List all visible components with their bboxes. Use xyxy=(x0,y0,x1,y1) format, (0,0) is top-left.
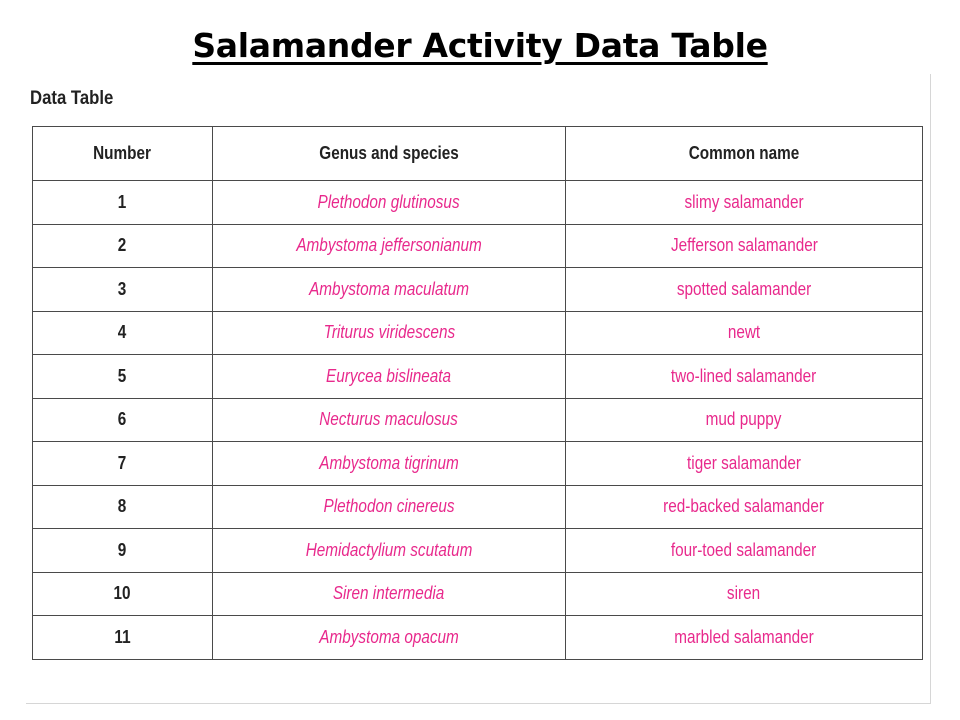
cell-number: 11 xyxy=(33,616,213,660)
table-row xyxy=(33,442,923,486)
data-table xyxy=(32,126,923,660)
cell-genus-species: Plethodon cinereus xyxy=(213,485,566,529)
cell-number: 8 xyxy=(33,485,213,529)
cell-genus-species: Siren intermedia xyxy=(213,572,566,616)
cell-common-name: siren xyxy=(566,572,923,616)
cell-genus-species: Triturus viridescens xyxy=(213,311,566,355)
cell-number: 1 xyxy=(33,181,213,225)
table-row xyxy=(33,311,923,355)
column-header-common-name: Common name xyxy=(566,127,923,181)
cell-genus-species: Hemidactylium scutatum xyxy=(213,529,566,573)
cell-number: 5 xyxy=(33,355,213,399)
cell-common-name: two-lined salamander xyxy=(566,355,923,399)
cell-number: 3 xyxy=(33,268,213,312)
cell-genus-species: Ambystoma tigrinum xyxy=(213,442,566,486)
column-header-number: Number xyxy=(33,127,213,181)
cell-common-name: marbled salamander xyxy=(566,616,923,660)
table-row xyxy=(33,224,923,268)
data-table-panel xyxy=(26,74,931,704)
table-row xyxy=(33,398,923,442)
cell-genus-species: Ambystoma maculatum xyxy=(213,268,566,312)
cell-common-name: four-toed salamander xyxy=(566,529,923,573)
table-row xyxy=(33,572,923,616)
slide-title: Salamander Activity Data Table xyxy=(192,26,768,65)
table-row xyxy=(33,529,923,573)
table-row xyxy=(33,355,923,399)
cell-number: 2 xyxy=(33,224,213,268)
cell-common-name: tiger salamander xyxy=(566,442,923,486)
cell-genus-species: Ambystoma opacum xyxy=(213,616,566,660)
cell-number: 6 xyxy=(33,398,213,442)
table-row xyxy=(33,181,923,225)
cell-common-name: spotted salamander xyxy=(566,268,923,312)
cell-number: 4 xyxy=(33,311,213,355)
table-row xyxy=(33,616,923,660)
cell-common-name: newt xyxy=(566,311,923,355)
cell-number: 9 xyxy=(33,529,213,573)
cell-number: 10 xyxy=(33,572,213,616)
cell-genus-species: Plethodon glutinosus xyxy=(213,181,566,225)
cell-genus-species: Eurycea bislineata xyxy=(213,355,566,399)
cell-common-name: Jefferson salamander xyxy=(566,224,923,268)
table-header-row xyxy=(33,127,923,181)
column-header-genus-species: Genus and species xyxy=(213,127,566,181)
cell-common-name: slimy salamander xyxy=(566,181,923,225)
cell-common-name: mud puppy xyxy=(566,398,923,442)
table-row xyxy=(33,268,923,312)
panel-label: Data Table xyxy=(30,88,114,109)
table-row xyxy=(33,485,923,529)
cell-number: 7 xyxy=(33,442,213,486)
cell-genus-species: Necturus maculosus xyxy=(213,398,566,442)
cell-genus-species: Ambystoma jeffersonianum xyxy=(213,224,566,268)
cell-common-name: red-backed salamander xyxy=(566,485,923,529)
